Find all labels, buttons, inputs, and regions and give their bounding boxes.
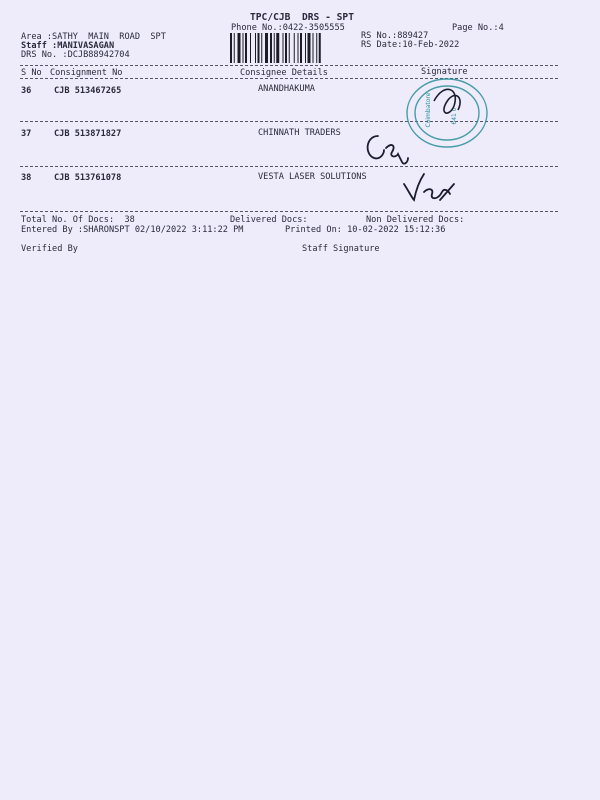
drs-number: DRS No. :DCJB88942704 (21, 50, 130, 60)
divider (20, 65, 558, 66)
staff-label: Staff :MANIVASAGAN (21, 41, 115, 51)
column-header-consignee: Consignee Details (240, 68, 328, 78)
row-consignee: VESTA LASER SOLUTIONS (258, 172, 367, 182)
signature (362, 128, 412, 168)
row-sno: 37 (21, 129, 32, 139)
signature (400, 170, 456, 206)
row-consignment-no: CJB 513467265 (54, 86, 122, 96)
divider (20, 211, 558, 212)
svg-text:Coimbatore: Coimbatore (425, 92, 432, 128)
row-sno: 36 (21, 86, 32, 96)
delivered-docs: Delivered Docs: (230, 215, 308, 225)
printed-on: Printed On: 10-02-2022 15:12:36 (285, 225, 446, 235)
verified-by-label: Verified By (21, 244, 78, 254)
barcode (230, 33, 352, 63)
column-header-sno: S No (21, 68, 42, 78)
page-number: Page No.:4 (452, 23, 504, 33)
rs-date: RS Date:10-Feb-2022 (361, 40, 460, 50)
non-delivered-docs: Non Delivered Docs: (366, 215, 465, 225)
area-label: Area :SATHY MAIN ROAD SPT (21, 32, 166, 42)
svg-text:641 0: 641 0 (451, 107, 458, 125)
entered-by: Entered By :SHARONSPT 02/10/2022 3:11:22 PM (21, 225, 244, 235)
document-title: TPC/CJB DRS - SPT (250, 12, 354, 23)
row-consignment-no: CJB 513871827 (54, 129, 122, 139)
row-sno: 38 (21, 173, 32, 183)
divider (20, 166, 558, 167)
row-consignee: CHINNATH TRADERS (258, 128, 341, 138)
phone-number: Phone No.:0422-3505555 (231, 23, 345, 33)
rs-number: RS No.:889427 (361, 31, 429, 41)
staff-signature-label: Staff Signature (302, 244, 380, 254)
column-header-consignment: Consignment No (50, 68, 123, 78)
total-docs: Total No. Of Docs: 38 (21, 215, 135, 225)
row-consignee: ANANDHAKUMA (258, 84, 315, 94)
row-consignment-no: CJB 513761078 (54, 173, 122, 183)
column-header-signature: Signature (421, 67, 468, 77)
delivery-stamp (404, 76, 490, 150)
